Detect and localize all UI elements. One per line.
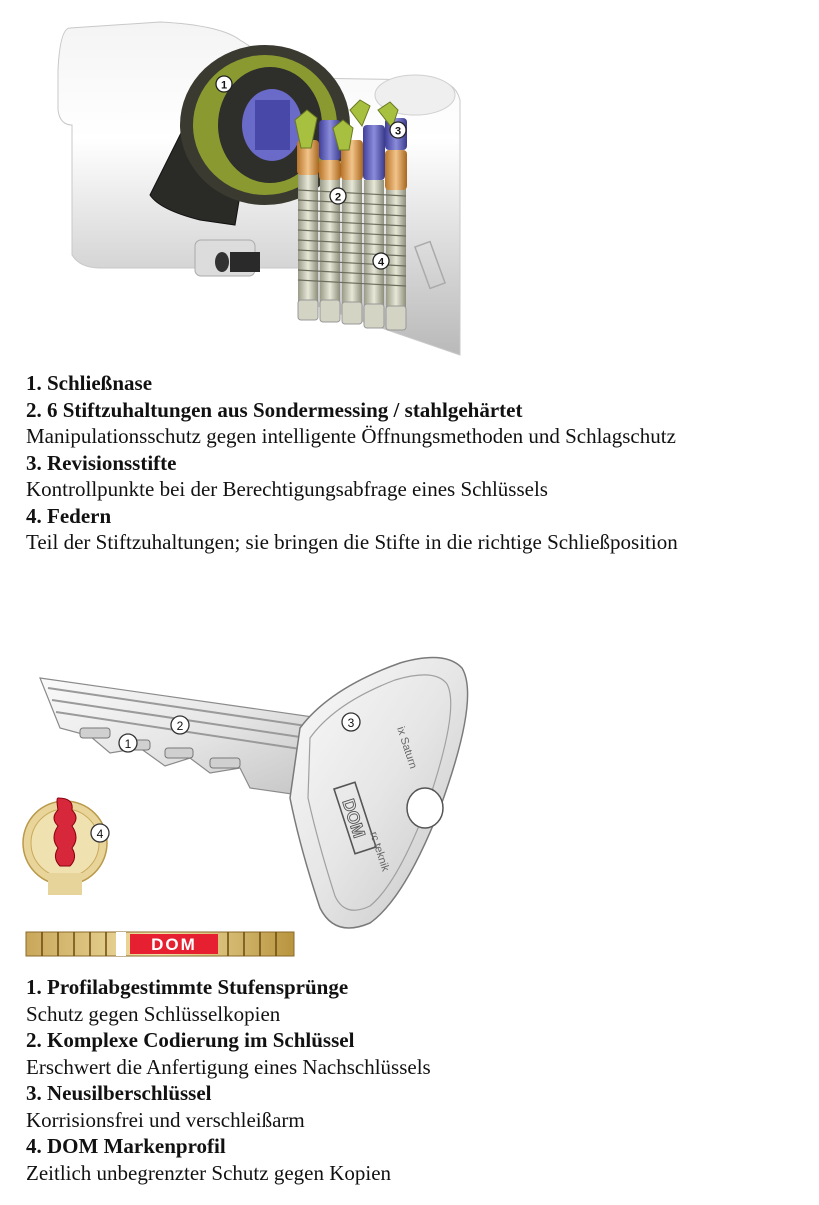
legend-heading: 2. Komplexe Codierung im Schlüssel: [26, 1028, 355, 1052]
legend-description: Erschwert die Anfertigung eines Nachschlüssels: [26, 1054, 431, 1079]
dom-profile-band: [26, 932, 294, 956]
svg-text:1: 1: [220, 79, 228, 92]
callout-1: [216, 76, 232, 92]
key-inscription: ix Saturn: [394, 725, 419, 771]
legend-description: Manipulationsschutz gegen intelligente Öffnungsmethoden und Schlagschutz: [26, 424, 676, 448]
key-callout-1: [119, 734, 137, 752]
profile-cross-section: [23, 798, 107, 895]
key-blade: [40, 678, 320, 798]
svg-text:2: 2: [176, 719, 184, 733]
svg-text:4: 4: [96, 827, 104, 841]
callout-3: [390, 122, 406, 138]
svg-text:2: 2: [334, 191, 342, 204]
legend-heading: 3. Neusilberschlüssel: [26, 1081, 212, 1105]
svg-text:3: 3: [347, 716, 355, 730]
key-illustration: [0, 648, 500, 960]
legend-heading: 4. DOM Markenprofil: [26, 1134, 226, 1158]
svg-text:1: 1: [124, 737, 132, 751]
key-callout-2: [171, 716, 189, 734]
legend-heading: 2. 6 Stiftzuhaltungen aus Sondermessing / stahlgehärtet: [26, 397, 523, 422]
svg-text:3: 3: [394, 125, 402, 138]
callout-4: [373, 253, 389, 269]
legend-heading: 1. Profilabgestimmte Stufensprünge: [26, 975, 349, 999]
cylinder-legend: [26, 370, 813, 556]
key-legend: [26, 974, 813, 1186]
key-callout-3: [342, 713, 360, 731]
legend-description: Kontrollpunkte bei der Berechtigungsabfrage eines Schlüssels: [26, 477, 548, 501]
legend-heading: 4. Federn: [26, 503, 112, 528]
svg-text:4: 4: [377, 256, 385, 269]
key-callout-4: [91, 824, 109, 842]
pin-stacks: [295, 100, 407, 330]
legend-heading: 1. Schließnase: [26, 371, 153, 395]
callout-2: [330, 188, 346, 204]
legend-description: Teil der Stiftzuhaltungen; sie bringen die Stifte in die richtige Schließposition: [26, 530, 678, 554]
legend-description: Korrisionsfrei und verschleißarm: [26, 1107, 305, 1132]
key-inscription-2: rc teknik: [367, 830, 392, 873]
legend-heading: 3. Revisionsstifte: [26, 450, 177, 475]
svg-text:DOM: DOM: [338, 796, 369, 841]
key-head: [290, 658, 468, 928]
legend-description: Zeitlich unbegrenzter Schutz gegen Kopien: [26, 1160, 392, 1185]
legend-description: Schutz gegen Schlüsselkopien: [26, 1001, 281, 1026]
svg-text:DOM: DOM: [151, 935, 197, 954]
lock-cylinder-illustration: [0, 0, 480, 362]
